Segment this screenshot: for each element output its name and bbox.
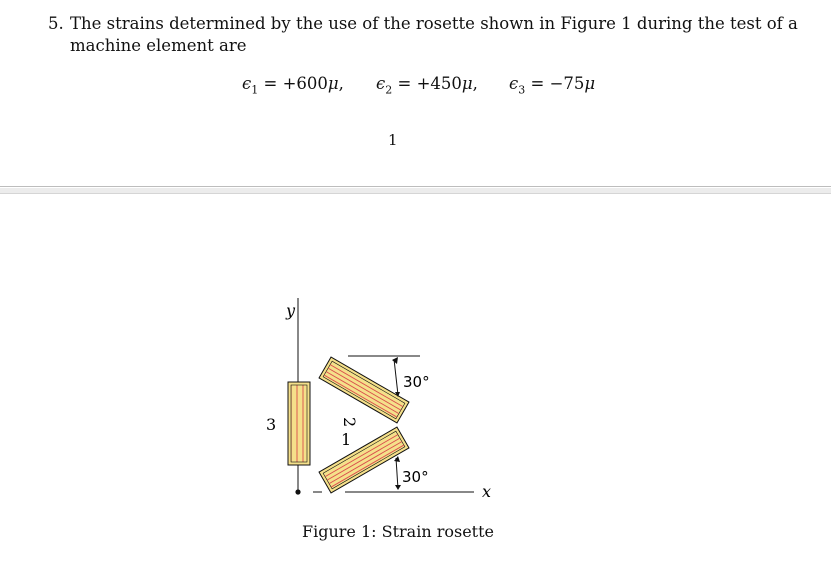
gauge-1-label: 1 [341, 430, 352, 449]
angle-bottom-arrowhead-1 [394, 456, 400, 462]
gauge-3-grid [291, 385, 307, 462]
problem-text-line1: The strains determined by the use of the rosette shown in Figure 1 during the test of a [70, 14, 798, 33]
strain-3: $\epsilon_3 = -75\mu$ [509, 74, 596, 97]
angle-top-arc [394, 359, 398, 395]
origin-dot [295, 489, 300, 494]
gauge-3-label: 3 [266, 415, 277, 434]
gauge-2 [319, 357, 409, 423]
page-number: 1 [388, 131, 398, 149]
problem-number: 5. [48, 14, 64, 33]
angle-top-label: 30° [403, 373, 430, 391]
strain-2: $\epsilon_2 = +450\mu$, [376, 74, 478, 97]
angle-top-arrowhead-1 [392, 357, 398, 364]
angle-bottom-label: 30° [402, 468, 429, 486]
y-axis-label: y [286, 301, 296, 320]
figure-caption: Figure 1: Strain rosette [302, 522, 494, 541]
angle-bottom-arrowhead-2 [395, 485, 401, 490]
gauge-2-body [319, 357, 409, 423]
gauge-3 [288, 382, 310, 465]
gauge-2-label: 2 [340, 417, 359, 428]
strain-1: $\epsilon_1 = +600\mu$, [242, 74, 344, 97]
angle-bottom-arc [396, 458, 398, 489]
problem-text-line2: machine element are [70, 36, 247, 55]
x-axis-label: x [482, 482, 492, 501]
